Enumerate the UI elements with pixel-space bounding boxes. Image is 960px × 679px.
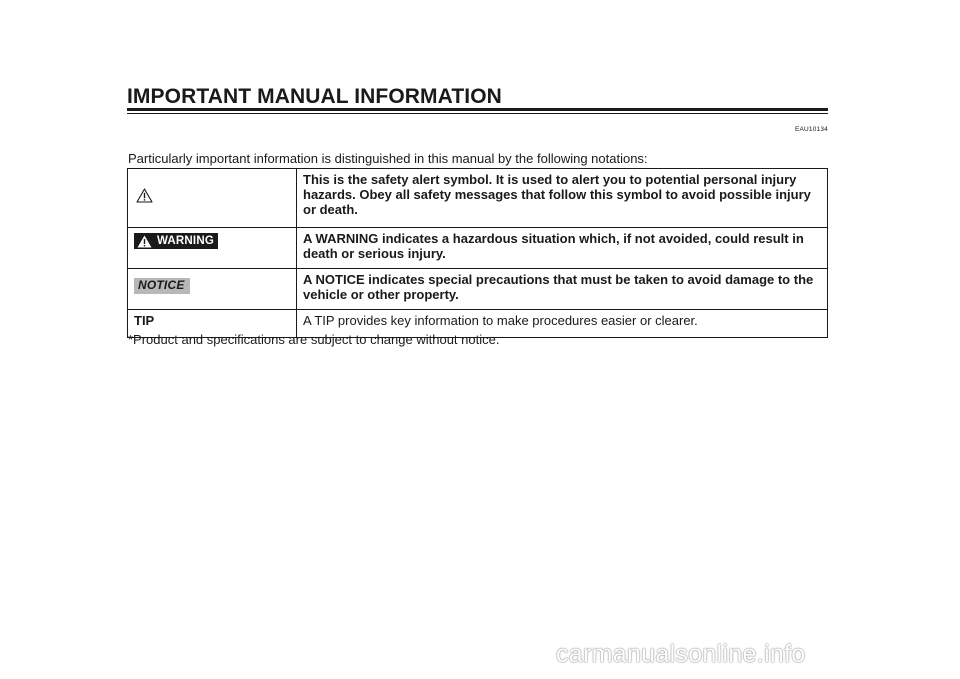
notation-table xyxy=(127,168,828,338)
warning-badge xyxy=(134,233,218,249)
watermark: carmanualsonline.info xyxy=(556,640,806,668)
notation-text-alert: This is the safety alert symbol. It is used to alert you to potential personal injury hazards. Obey all safety messages that follow this symbol to avoid possible injury or death. xyxy=(297,169,828,228)
label-cell-alert xyxy=(128,169,297,228)
notice-badge: NOTICE xyxy=(134,278,190,294)
intro-text: Particularly important information is distinguished in this manual by the following notations: xyxy=(128,151,648,166)
notation-text-warning: A WARNING indicates a hazardous situation which, if not avoided, could result in death or serious injury. xyxy=(297,228,828,269)
footnote: *Product and specifications are subject to change without notice. xyxy=(128,332,500,347)
notation-text-notice: A NOTICE indicates special precautions that must be taken to avoid damage to the vehicle or other property. xyxy=(297,269,828,310)
tip-label: TIP xyxy=(134,313,155,328)
title-rule-thin xyxy=(127,113,828,114)
table-row-warning xyxy=(128,228,828,269)
page-title: IMPORTANT MANUAL INFORMATION xyxy=(127,85,502,108)
table-row-alert xyxy=(128,169,828,228)
title-rule-thick xyxy=(127,108,828,111)
warning-badge-label: WARNING xyxy=(157,234,214,247)
warning-triangle-icon xyxy=(137,235,152,248)
label-cell-warning xyxy=(128,228,297,269)
table-row-notice xyxy=(128,269,828,310)
alert-triangle-icon xyxy=(136,188,153,206)
document-code: EAU10134 xyxy=(794,126,828,133)
label-cell-notice xyxy=(128,269,297,310)
notation-text-tip: A TIP provides key information to make procedures easier or clearer. xyxy=(297,310,828,338)
